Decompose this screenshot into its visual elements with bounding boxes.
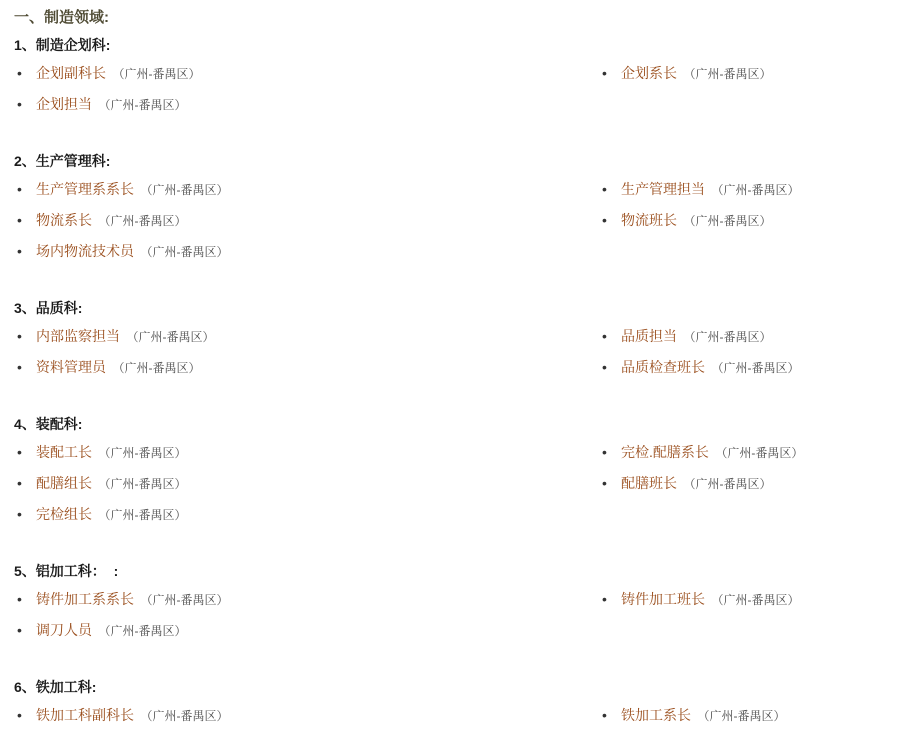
section-quality: [14, 298, 909, 383]
job-location: （广州-番禺区）: [683, 477, 772, 491]
job-location: （广州-番禺区）: [140, 593, 229, 607]
job-link[interactable]: 物流系长: [36, 212, 92, 228]
bullet-icon: •: [602, 475, 607, 491]
job-link[interactable]: 装配工长: [36, 444, 92, 460]
job-link[interactable]: 调刀人员: [36, 622, 92, 638]
job-location: （广州-番禺区）: [683, 214, 772, 228]
section-5-heading: 5、铝加工科： :: [14, 563, 119, 579]
job-location: （广州-番禺区）: [140, 709, 229, 723]
job-list-item: [599, 584, 899, 615]
job-list-item: [14, 205, 599, 236]
bullet-icon: •: [17, 444, 22, 460]
job-link[interactable]: 配膳班长: [621, 475, 677, 491]
job-list-item: [599, 58, 899, 89]
job-link[interactable]: 企划担当: [36, 96, 92, 112]
section-6-heading: 6、铁加工科:: [14, 679, 97, 695]
job-list: [14, 58, 909, 120]
job-link[interactable]: 品质担当: [621, 328, 677, 344]
bullet-icon: •: [602, 328, 607, 344]
job-list: [14, 700, 909, 731]
job-link[interactable]: 铸件加工班长: [621, 591, 705, 607]
job-location: （广州-番禺区）: [140, 245, 229, 259]
bullet-icon: •: [17, 506, 22, 522]
job-list-item: [599, 700, 899, 731]
bullet-icon: •: [602, 181, 607, 197]
job-link[interactable]: 企划副科长: [36, 65, 106, 81]
job-list-item: [599, 321, 899, 352]
job-list-item: [14, 615, 599, 646]
job-link[interactable]: 生产管理担当: [621, 181, 705, 197]
bullet-icon: •: [602, 212, 607, 228]
section-3-heading: 3、品质科:: [14, 300, 83, 316]
job-list: [14, 584, 909, 646]
bullet-icon: •: [17, 622, 22, 638]
job-list-item: [599, 437, 899, 468]
section-2-heading: 2、生产管理科:: [14, 153, 111, 169]
section-production-management: [14, 151, 909, 267]
bullet-icon: •: [17, 707, 22, 723]
job-link[interactable]: 完检组长: [36, 506, 92, 522]
job-link[interactable]: 物流班长: [621, 212, 677, 228]
job-link[interactable]: 配膳组长: [36, 475, 92, 491]
job-link[interactable]: 品质检查班长: [621, 359, 705, 375]
bullet-icon: •: [17, 591, 22, 607]
page-title: 一、制造领域:: [14, 9, 109, 26]
job-list: [14, 437, 909, 530]
section-1-heading: 1、制造企划科:: [14, 37, 111, 53]
bullet-icon: •: [17, 181, 22, 197]
job-list-item: [14, 468, 599, 499]
job-link[interactable]: 铁加工科副科长: [36, 707, 134, 723]
job-link[interactable]: 企划系长: [621, 65, 677, 81]
bullet-icon: •: [602, 707, 607, 723]
section-aluminum-processing: [14, 561, 909, 646]
bullet-icon: •: [17, 212, 22, 228]
job-list-item: [14, 321, 599, 352]
job-location: （广州-番禺区）: [711, 593, 800, 607]
job-location: （广州-番禺区）: [98, 446, 187, 460]
section-manufacturing-planning: [14, 35, 909, 120]
bullet-icon: •: [17, 328, 22, 344]
job-link[interactable]: 完检.配膳系长: [621, 444, 709, 460]
job-location: （广州-番禺区）: [697, 709, 786, 723]
job-location: （广州-番禺区）: [140, 183, 229, 197]
job-link[interactable]: 生产管理系系长: [36, 181, 134, 197]
job-link[interactable]: 场内物流技术员: [36, 243, 134, 259]
job-list-item: [599, 352, 899, 383]
job-list: [14, 174, 909, 267]
job-location: （广州-番禺区）: [715, 446, 804, 460]
job-list-item: [14, 236, 599, 267]
job-list-item: [14, 437, 599, 468]
job-location: （广州-番禺区）: [98, 98, 187, 112]
job-list-item: [14, 584, 599, 615]
bullet-icon: •: [602, 444, 607, 460]
job-list-item: [14, 352, 599, 383]
section-iron-processing: [14, 677, 909, 731]
job-location: （广州-番禺区）: [112, 361, 201, 375]
job-link[interactable]: 铁加工系长: [621, 707, 691, 723]
job-location: （广州-番禺区）: [711, 361, 800, 375]
job-location: （广州-番禺区）: [683, 330, 772, 344]
job-link[interactable]: 资料管理员: [36, 359, 106, 375]
job-location: （广州-番禺区）: [112, 67, 201, 81]
job-location: （广州-番禺区）: [683, 67, 772, 81]
job-location: （广州-番禺区）: [98, 214, 187, 228]
job-list-item: [14, 700, 599, 731]
job-location: （广州-番禺区）: [98, 624, 187, 638]
bullet-icon: •: [17, 65, 22, 81]
job-link[interactable]: 内部监察担当: [36, 328, 120, 344]
job-location: （广州-番禺区）: [98, 508, 187, 522]
bullet-icon: •: [602, 591, 607, 607]
bullet-icon: •: [17, 243, 22, 259]
job-list-item: [599, 174, 899, 205]
job-list-item: [14, 58, 599, 89]
job-list-item: [14, 174, 599, 205]
bullet-icon: •: [17, 475, 22, 491]
bullet-icon: •: [17, 359, 22, 375]
section-assembly: [14, 414, 909, 530]
job-location: （广州-番禺区）: [126, 330, 215, 344]
job-location: （广州-番禺区）: [98, 477, 187, 491]
job-list-item: [599, 468, 899, 499]
section-4-heading: 4、装配科:: [14, 416, 83, 432]
job-link[interactable]: 铸件加工系系长: [36, 591, 134, 607]
bullet-icon: •: [602, 65, 607, 81]
job-location: （广州-番禺区）: [711, 183, 800, 197]
job-list-item: [14, 89, 599, 120]
bullet-icon: •: [602, 359, 607, 375]
job-list: [14, 321, 909, 383]
job-list-item: [14, 499, 599, 530]
bullet-icon: •: [17, 96, 22, 112]
job-list-item: [599, 205, 899, 236]
